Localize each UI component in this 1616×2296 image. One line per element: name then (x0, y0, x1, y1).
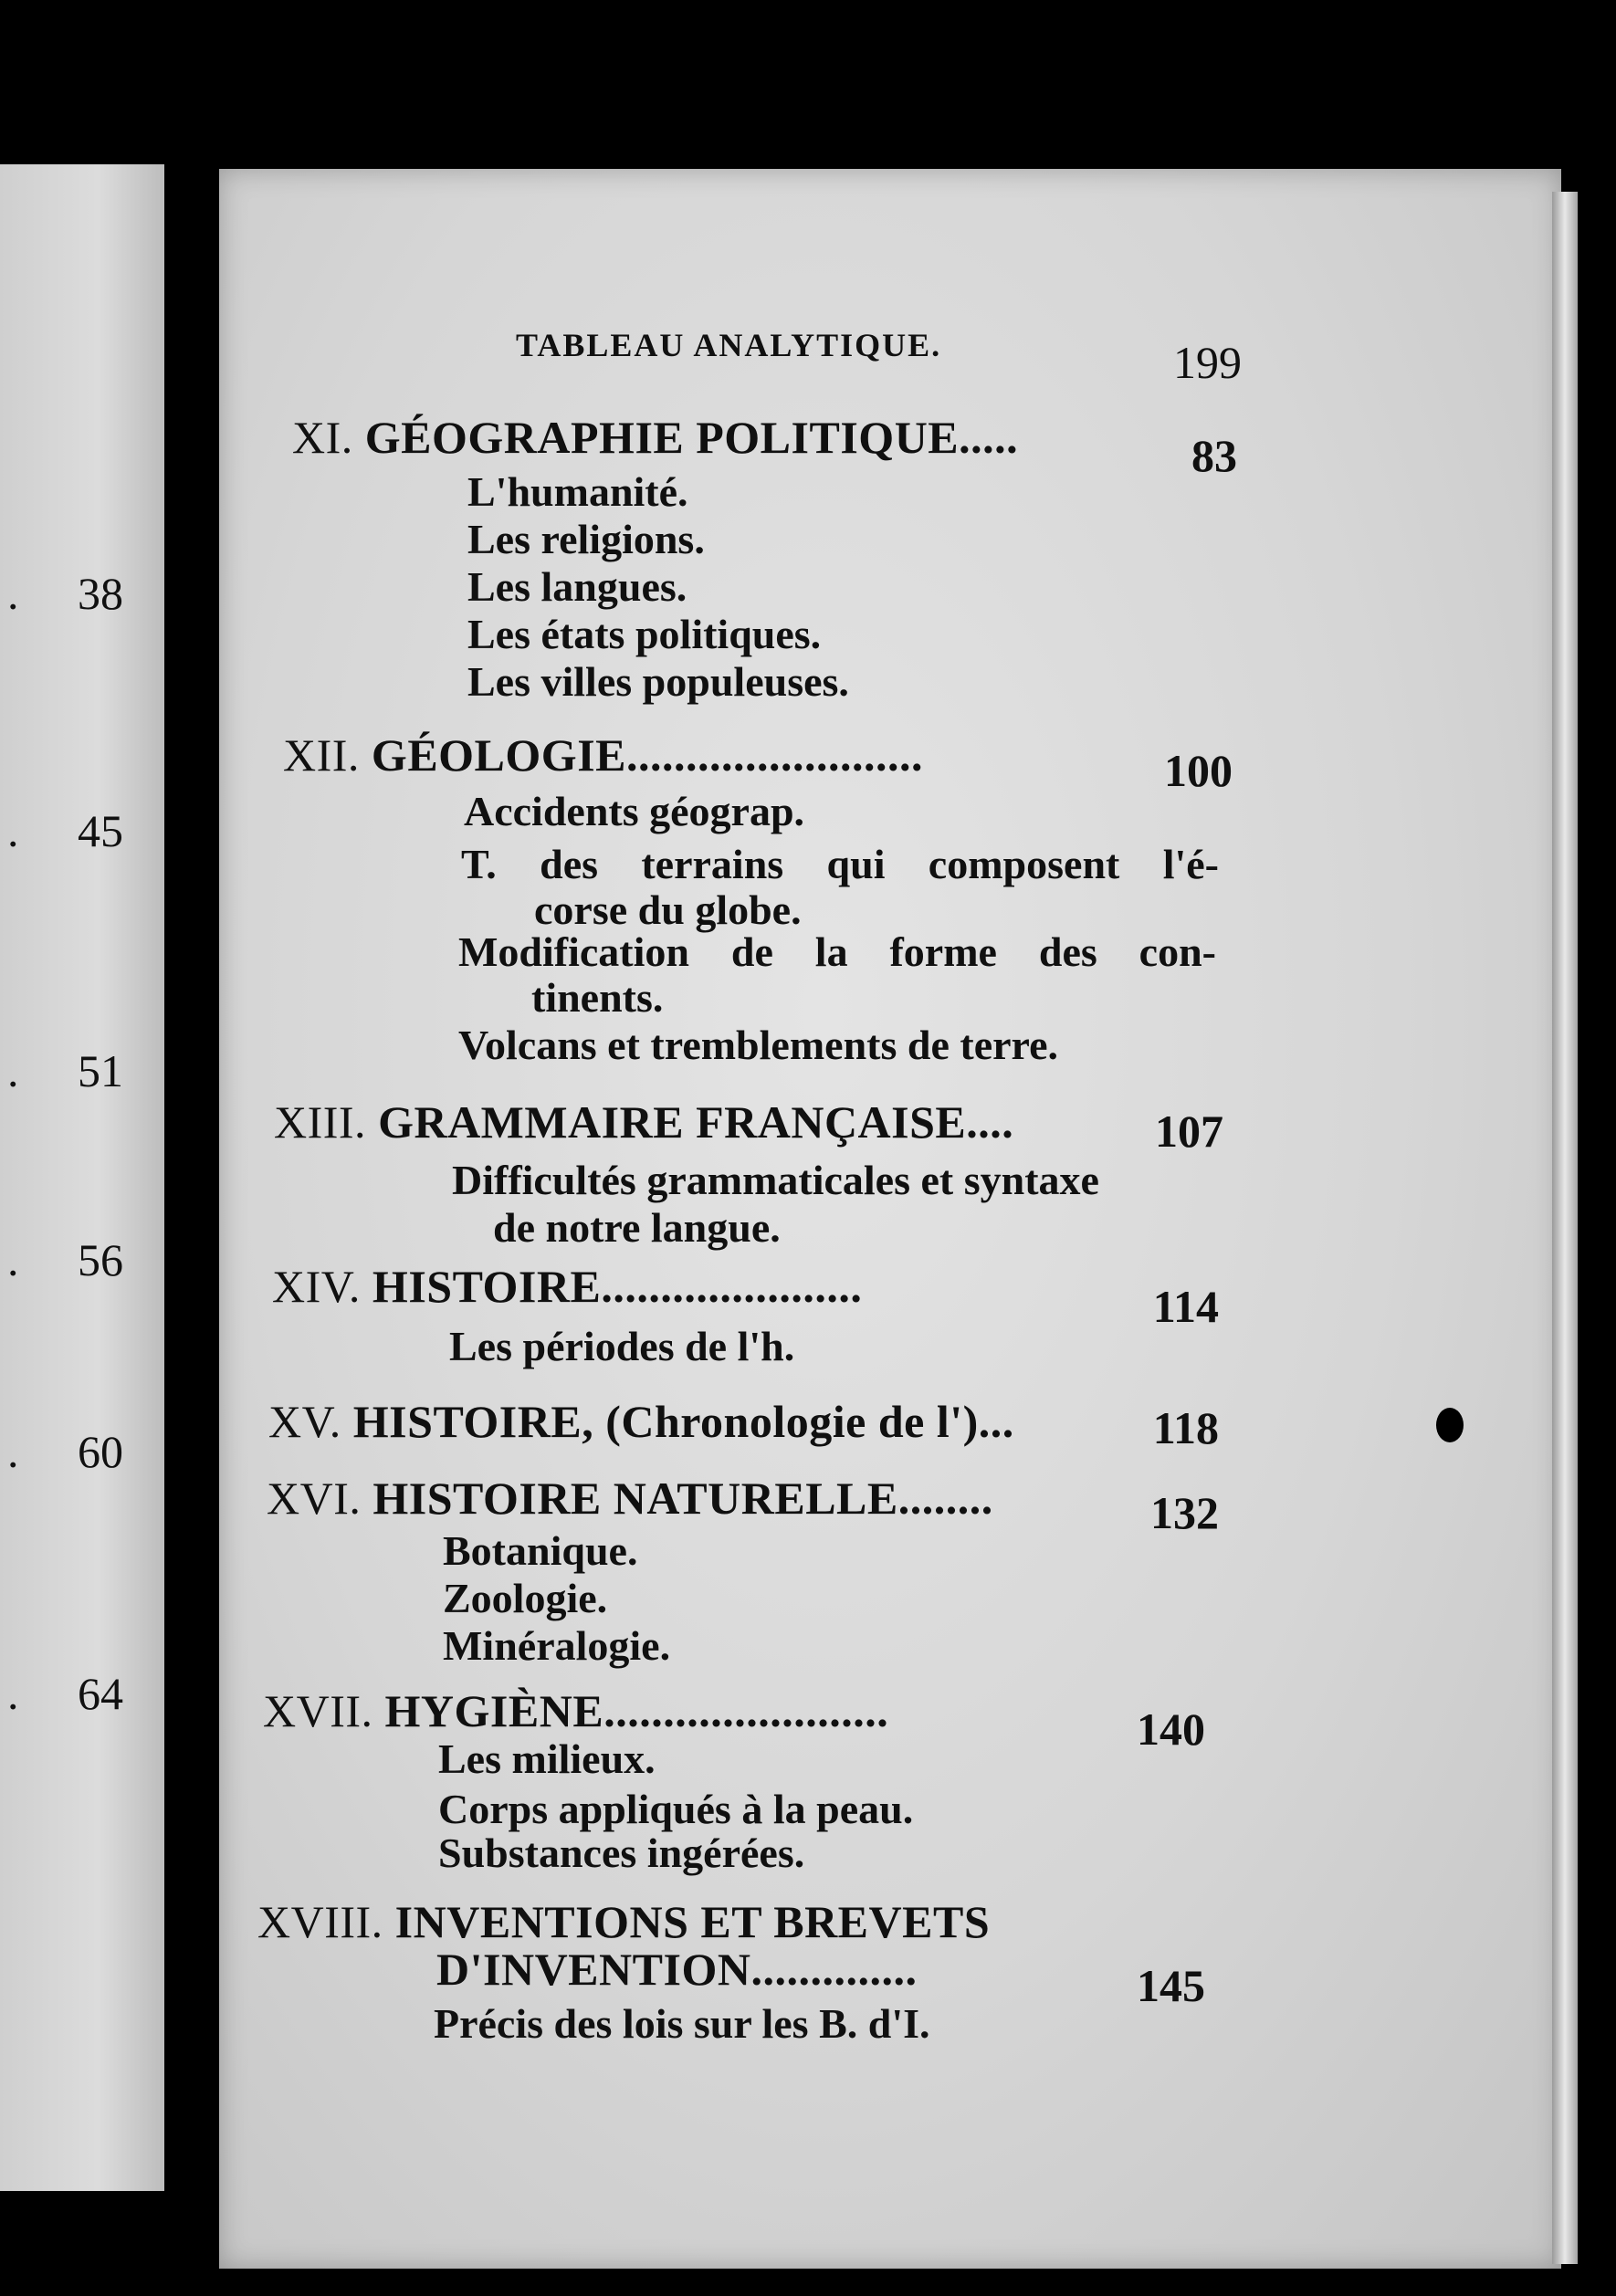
toc-subentry: Corps appliqués à la peau. (438, 1786, 914, 1832)
left-page-number: . 56 (7, 1234, 123, 1285)
toc-subentry: Difficultés grammaticales et syntaxe (452, 1157, 1099, 1203)
toc-subentry: Précis des lois sur les B. d'I. (434, 2000, 930, 2047)
toc-subentry: Les villes populeuses. (467, 658, 849, 705)
ink-mark (1436, 1408, 1464, 1442)
toc-entry-title: XIII. GRAMMAIRE FRANÇAISE.... (274, 1096, 1014, 1148)
left-page-number: . 38 (7, 568, 123, 619)
running-head: TABLEAU ANALYTIQUE. (516, 327, 942, 363)
toc-entry-title: XI. GÉOGRAPHIE POLITIQUE..... (292, 412, 1019, 463)
toc-subentry: L'humanité. (467, 468, 688, 515)
page-edge (1552, 192, 1578, 2264)
toc-entry-title: XV. HISTOIRE, (Chronologie de l')... (268, 1396, 1014, 1447)
toc-subentry: de notre langue. (493, 1204, 781, 1251)
toc-subentry: Accidents géograp. (464, 788, 805, 834)
toc-subentry: Minéralogie. (443, 1622, 671, 1669)
toc-subentry: corse du globe. (534, 886, 802, 933)
left-page-number: . 45 (7, 805, 123, 856)
toc-entry-page: 100 (1164, 745, 1233, 796)
toc-subentry: Les périodes de l'h. (449, 1323, 795, 1369)
toc-subentry: Modification de la forme des con- (458, 928, 1216, 975)
toc-entry-page: 145 (1137, 1960, 1205, 2011)
toc-subentry: Substances ingérées. (438, 1829, 805, 1876)
toc-entry-page: 132 (1150, 1487, 1219, 1538)
toc-entry-title: XVII. HYGIÈNE........................ (263, 1685, 889, 1736)
toc-entry-page: 114 (1152, 1281, 1219, 1332)
toc-subentry: Botanique. (443, 1527, 638, 1574)
toc-entry-page: 107 (1155, 1106, 1223, 1157)
toc-subentry: Les milieux. (438, 1735, 656, 1782)
toc-subentry: Zoologie. (443, 1575, 608, 1621)
toc-entry-title: XVI. HISTOIRE NATURELLE........ (267, 1473, 993, 1524)
toc-entry-title: XII. GÉOLOGIE......................... (283, 729, 923, 781)
toc-entry-page: 118 (1152, 1402, 1219, 1453)
toc-subentry: tinents. (531, 974, 664, 1021)
page-number: 199 (1173, 337, 1242, 388)
left-page-number: . 64 (7, 1668, 123, 1719)
toc-entry-title-continued: D'INVENTION.............. (436, 1944, 918, 1995)
toc-subentry: Les états politiques. (467, 611, 822, 657)
toc-subentry: T. des terrains qui composent l'é- (461, 841, 1219, 887)
left-page-number: . 60 (7, 1426, 123, 1477)
left-page-number: . 51 (7, 1045, 123, 1096)
toc-entry-page: 83 (1191, 430, 1237, 481)
toc-entry-title: XVIII. INVENTIONS ET BREVETS (257, 1896, 991, 1947)
toc-entry-title: XIV. HISTOIRE...................... (272, 1261, 863, 1312)
toc-subentry: Volcans et tremblements de terre. (458, 1022, 1059, 1068)
toc-entry-page: 140 (1137, 1704, 1205, 1755)
toc-subentry: Les religions. (467, 516, 705, 562)
toc-subentry: Les langues. (467, 563, 687, 610)
left-facing-page (0, 164, 164, 2191)
